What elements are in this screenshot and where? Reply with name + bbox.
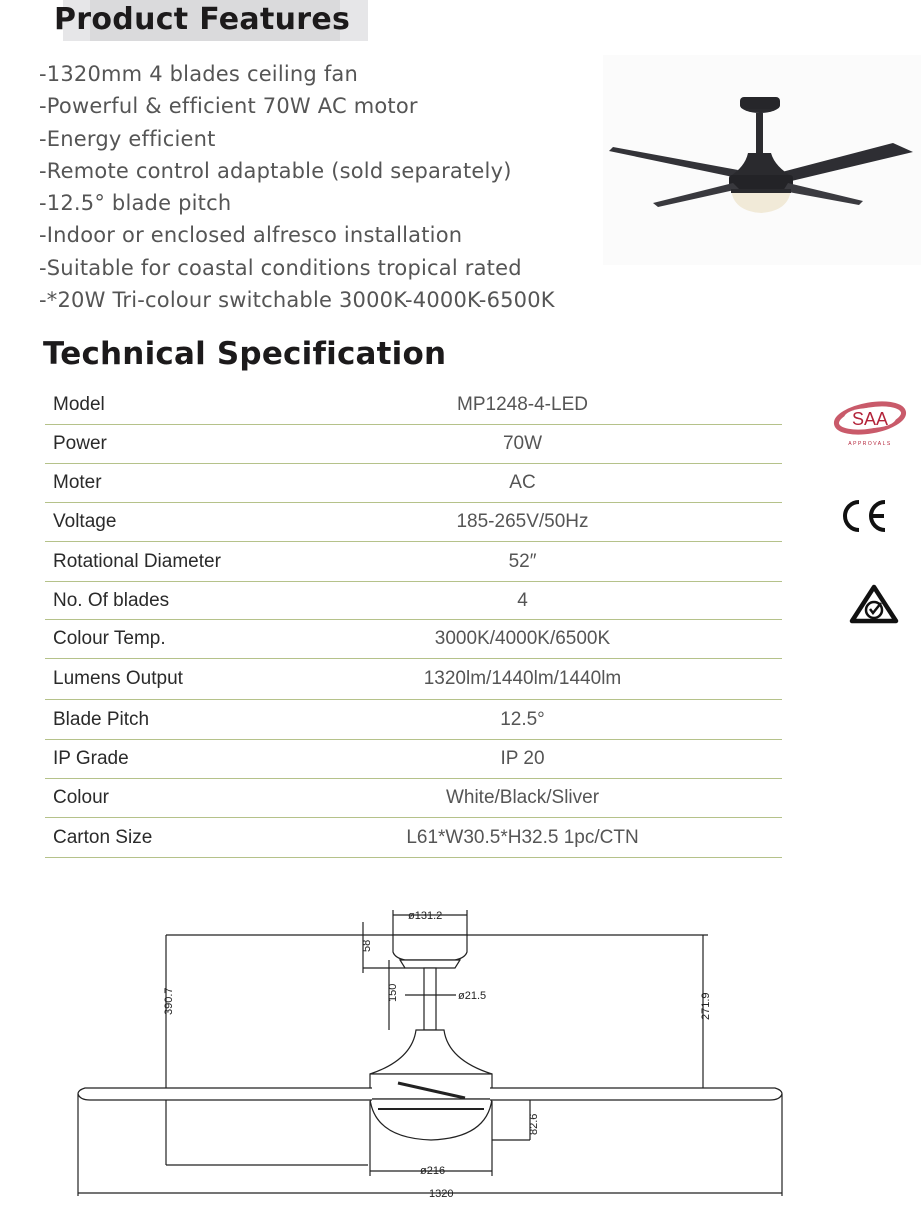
svg-text:58: 58 [361,939,373,952]
table-row [45,425,782,464]
feature-item: -Powerful & efficient 70W AC motor [39,94,418,119]
svg-text:ø131.2: ø131.2 [408,910,443,922]
svg-text:ø21.5: ø21.5 [458,990,487,1002]
product-features-title: Product Features [54,2,351,37]
svg-text:82.6: 82.6 [528,1113,540,1135]
ce-mark-icon [842,499,890,533]
feature-item: -*20W Tri-colour switchable 3000K-4000K-6500K [39,288,555,313]
spec-value: 70W [502,433,543,454]
feature-item: -Suitable for coastal conditions tropical rated [39,255,522,280]
svg-text:1320: 1320 [429,1188,454,1200]
spec-label: Lumens Output [53,668,183,689]
spec-label: Colour Temp. [53,628,166,649]
spec-value: 1320lm/1440lm/1440lm [423,668,622,689]
table-row [45,620,782,659]
spec-label: Carton Size [53,826,153,848]
table-row [45,503,782,542]
svg-text:ø216: ø216 [420,1165,446,1177]
spec-label: Rotational Diameter [53,550,221,572]
table-row [45,700,782,740]
feature-item: -Energy efficient [39,126,216,151]
table-row [45,779,782,818]
spec-value: L61*W30.5*H32.5 1pc/CTN [406,826,639,848]
spec-label: No. Of blades [53,589,170,611]
dimension-drawing [0,880,921,1213]
table-row [45,818,782,858]
feature-item: -1320mm 4 blades ceiling fan [39,62,359,86]
table-row [45,542,782,582]
spec-value: 3000K/4000K/6500K [434,628,611,649]
spec-value: IP 20 [500,748,545,769]
table-row [45,659,782,700]
svg-text:390.7: 390.7 [163,987,175,1015]
technical-specification-title: Technical Specification [43,336,447,372]
spec-value: 12.5° [500,708,545,730]
features-list [39,58,555,316]
spec-label: Blade Pitch [53,708,150,730]
spec-value: 52″ [508,550,537,572]
table-row [45,740,782,779]
spec-label: Colour [53,787,109,808]
feature-item: -Indoor or enclosed alfresco installation [39,223,463,248]
spec-label: IP Grade [53,748,129,769]
svg-text:APPROVALS: APPROVALS [848,441,892,447]
spec-value: MP1248-4-LED [457,394,588,415]
spec-label: Moter [53,472,102,493]
ceiling-fan-photo [603,55,921,265]
ceiling-fan-icon [603,55,921,265]
spec-table [45,386,782,858]
table-row [45,386,782,425]
table-row [45,582,782,620]
spec-label: Voltage [53,511,117,532]
svg-text:150: 150 [387,983,399,1002]
rcm-mark-icon [848,583,900,625]
spec-value: AC [509,472,536,493]
feature-item: -Remote control adaptable (sold separately) [39,158,512,183]
spec-value: 4 [517,589,528,611]
feature-item: -12.5° blade pitch [39,191,232,216]
spec-label: Power [53,433,107,454]
spec-value: White/Black/Sliver [445,787,600,808]
spec-value: 185-265V/50Hz [456,511,589,532]
saa-approval-logo [826,396,914,454]
svg-text:SAA: SAA [851,409,889,429]
svg-text:271.9: 271.9 [700,992,712,1020]
spec-label: Model [53,394,105,415]
table-row [45,464,782,503]
